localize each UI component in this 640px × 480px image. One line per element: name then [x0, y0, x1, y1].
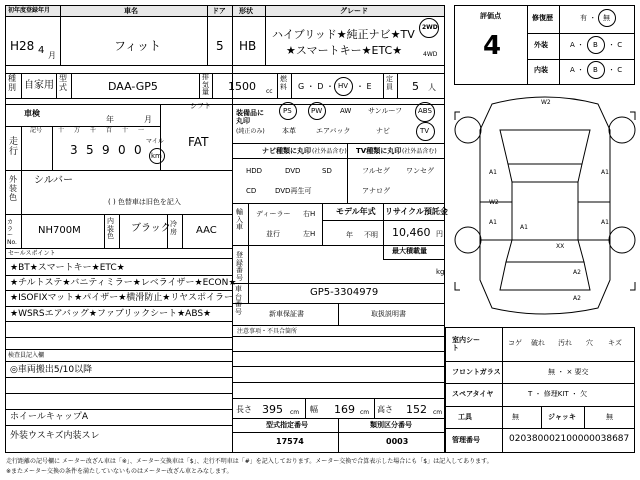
exterior-grade-a: A ・: [570, 41, 585, 49]
divider: [5, 170, 233, 171]
max-load-label: 最大積載量: [392, 247, 427, 255]
fuel-options-2: ・ E: [356, 82, 372, 91]
divider: [383, 259, 445, 260]
length-label: 長さ: [236, 405, 252, 414]
divider: [527, 5, 528, 85]
height-value: 152: [406, 403, 427, 416]
diagram-mark: W2: [489, 199, 499, 206]
new-warranty-label: 新車保証書: [269, 310, 304, 318]
exterior-grade-c: ・ C: [608, 41, 623, 49]
interior-grade-c: ・ C: [608, 66, 623, 74]
divider: [232, 158, 445, 159]
divider: [232, 245, 445, 246]
eq-item: サンルーフ: [368, 107, 403, 115]
seat-item: コゲ: [508, 339, 522, 347]
divider: [502, 327, 503, 453]
divider: [445, 361, 635, 362]
footer-note: 走行距離の記号欄に メーター改ざん車は「※」、メーター交換車は「$」、走行不明車は「#」を記入しております。メーター交換で合算表示した場合にも「$」は記入してあります。: [6, 458, 493, 465]
tv-type: ワンセグ: [406, 167, 434, 175]
drive-alt: 4WD: [423, 51, 438, 58]
diagram-mark: A1: [520, 224, 528, 231]
chassis-label: 車台番号: [235, 285, 242, 317]
tv-sub: (社外品含む): [402, 148, 437, 155]
tv-label: TV種類に丸印: [356, 147, 402, 155]
divider: [232, 336, 445, 337]
reg-month-unit: 月: [48, 51, 56, 60]
fuel-selected: HV: [338, 82, 349, 90]
reg-no-label: 登録番号: [236, 251, 243, 283]
eq-item: PS: [283, 107, 292, 115]
inspector-note: ホイールキャップA: [10, 412, 88, 422]
divider: [383, 203, 384, 245]
divider: [212, 73, 213, 99]
grade-line-2: ★スマートキー★ETC★: [286, 44, 403, 57]
seat-item: 汚れ: [558, 339, 572, 347]
divider: [232, 104, 445, 105]
class-label: 類別区分番号: [370, 421, 412, 429]
width-value: 169: [334, 403, 355, 416]
digit-label: 十: [58, 127, 65, 134]
grade-cell: [265, 16, 445, 66]
divider: [322, 203, 323, 245]
divider: [5, 290, 233, 291]
grade-label: グレード: [340, 7, 368, 15]
divider: [5, 393, 233, 394]
inspection-month: 月: [144, 115, 152, 124]
car-damage-diagram: [450, 90, 640, 320]
divider: [277, 73, 278, 99]
equipment-label: 装備品に丸印: [236, 109, 264, 125]
reg-month: 4: [38, 45, 45, 56]
spare-value: T ・ 修理KIT ・ 欠: [528, 390, 588, 398]
memo-label: 記号: [30, 127, 43, 134]
mileage-unit-mile: マイル: [146, 138, 164, 145]
mileage-digit: 9: [102, 143, 110, 157]
divider: [5, 275, 233, 276]
mileage-digit: 3: [70, 143, 78, 157]
divider: [5, 248, 233, 249]
divider: [445, 428, 635, 429]
length-unit: cm: [290, 409, 300, 416]
divider: [291, 73, 292, 99]
divider: [541, 406, 542, 428]
eq-item: エアバック: [316, 127, 351, 135]
ac-label: 冷房: [170, 220, 177, 236]
navi-label: ナビ種類に丸印: [262, 147, 311, 155]
dealer-label: ディーラー: [256, 210, 291, 218]
score-label: 評価点: [480, 12, 501, 20]
doors-label: ドア: [212, 7, 226, 15]
exterior-grade: B: [593, 41, 598, 49]
inspector-label: 検査員記入欄: [8, 352, 45, 359]
model-year-unknown: 不明: [364, 231, 378, 239]
type-approval-label: 型式指定番号: [266, 421, 308, 429]
reg-year: H28: [10, 39, 35, 53]
mileage-digit: 5: [86, 143, 94, 157]
divider: [527, 59, 635, 60]
digit-label: 千: [90, 127, 97, 134]
divider: [232, 351, 445, 352]
height-label: 高さ: [377, 405, 393, 414]
divider: [232, 398, 445, 399]
divider: [232, 283, 445, 284]
navi-type: HDD: [246, 167, 263, 175]
diagram-mark: A2: [573, 295, 581, 302]
lh-label: 左H: [303, 230, 316, 238]
interior-grade-a: A ・: [570, 66, 585, 74]
front-glass-value: 無 ・ × 要交: [548, 368, 589, 376]
recycle-value: 10,460: [392, 226, 431, 239]
parallel-label: 並行: [266, 230, 280, 238]
exterior-color: シルバー: [34, 175, 74, 186]
spare-label: スペアタイヤ: [452, 390, 494, 398]
tools-value: 無: [512, 413, 519, 421]
eq-item: AW: [340, 107, 352, 115]
doors-value: 5: [216, 39, 224, 53]
cc-unit: cc: [266, 88, 273, 95]
manual-label: 取扱説明書: [371, 310, 406, 318]
equipment-sub: (純正のみ): [236, 128, 265, 135]
color-code: NH700M: [38, 225, 81, 236]
grade-line-1: ハイブリッド★純正ナビ★TV: [272, 28, 415, 41]
sales-points-label: セールスポイント: [8, 250, 56, 257]
divider: [338, 303, 339, 325]
mileage-digit: 0: [134, 143, 142, 157]
interior-label: 内装色: [107, 217, 114, 241]
divider: [5, 409, 233, 410]
sales-point: ★チルトステ★バニティミラー★レベライザー★ECON★: [10, 278, 237, 288]
divider: [104, 214, 105, 248]
recycle-label: リサイクル預託金: [385, 207, 448, 216]
divider: [383, 73, 384, 99]
rh-label: 右H: [303, 210, 316, 218]
import-label: 輸入車: [236, 208, 243, 232]
divider: [232, 203, 445, 204]
seat-item: 穴: [586, 339, 593, 347]
sales-point: ★ISOFIXマット★パイザー★横滑防止★リヤスポイラー: [10, 293, 234, 303]
model-label: 型式: [59, 74, 67, 92]
navi-type: SD: [322, 167, 332, 175]
divider: [445, 383, 635, 384]
eq-item: PW: [311, 107, 323, 115]
seat-label: 室内シート: [452, 336, 480, 353]
exterior-grade-label: 外装: [534, 41, 548, 49]
divider: [5, 321, 233, 322]
divider: [21, 214, 22, 248]
mgmt-no: 020380002100000038687: [509, 434, 630, 444]
exterior-label: 外装色: [9, 175, 17, 202]
divider: [21, 73, 22, 99]
navi-sub: (社外品含む): [312, 148, 347, 155]
divider: [5, 337, 233, 338]
divider: [182, 214, 183, 248]
divider: [199, 73, 200, 99]
divider: [5, 258, 233, 259]
divider: [21, 126, 22, 170]
fuel-label: 燃料: [280, 75, 287, 91]
score-value: 4: [483, 31, 502, 61]
divider: [397, 73, 398, 99]
divider: [383, 245, 384, 259]
mgmt-label: 管理番号: [452, 436, 480, 444]
chassis-no: GP5-3304979: [310, 287, 379, 298]
divider: [584, 406, 585, 428]
seat-item: キズ: [608, 339, 622, 347]
divider: [232, 366, 445, 367]
divider: [248, 245, 249, 283]
diagram-mark: A1: [489, 219, 497, 226]
mileage-digit: 0: [118, 143, 126, 157]
model-year-label: モデル年式: [336, 207, 376, 216]
repair-label: 修復歴: [532, 14, 553, 22]
displacement-value: 1500: [228, 80, 256, 93]
divider: [232, 325, 445, 326]
name-label: 車名: [124, 7, 138, 15]
ac-value: AAC: [196, 225, 217, 236]
divider: [232, 382, 445, 383]
sales-point: ★BT★スマートキー★ETC★: [10, 263, 125, 273]
navi-type: DVD再生可: [275, 187, 312, 195]
divider: [445, 406, 635, 407]
capacity-value: 5: [412, 80, 419, 93]
divider: [56, 73, 57, 99]
displacement-label: 排気量: [202, 73, 209, 97]
divider: [248, 283, 249, 303]
reg-year-label: 初年度登録年月: [8, 7, 51, 14]
tv-type: フルセグ: [362, 167, 390, 175]
diagram-mark: A2: [573, 269, 581, 276]
eq-item: ABS: [418, 107, 432, 115]
divider: [305, 398, 306, 418]
divider: [5, 126, 160, 127]
navi-type: DVD: [285, 167, 301, 175]
divider: [5, 306, 233, 307]
color-code-label: カラーNo.: [7, 219, 17, 246]
model-value: DAA-GP5: [108, 80, 158, 93]
navi-type: CD: [246, 187, 257, 195]
divider: [71, 73, 72, 99]
divider: [21, 170, 22, 214]
mileage-label: 走行: [9, 137, 19, 157]
divider: [5, 377, 233, 378]
repair-selected: 無: [603, 14, 610, 22]
jack-value: 無: [606, 413, 613, 421]
shape-value: HB: [239, 39, 257, 53]
model-year-year: 年: [346, 231, 353, 239]
length-value: 395: [262, 403, 283, 416]
eq-item: 本革: [282, 127, 296, 135]
digit-label: 万: [74, 127, 81, 134]
shape-label: 形状: [239, 7, 253, 15]
drive-value: 2WD: [422, 24, 438, 31]
interior-grade: B: [593, 66, 598, 74]
recycle-unit: 円: [436, 230, 443, 238]
divider: [374, 398, 375, 418]
tv-type: アナログ: [362, 187, 390, 195]
inspection-label: 車検: [24, 109, 40, 118]
mileage-unit-km: km: [151, 152, 162, 160]
diagram-mark: W2: [541, 99, 551, 106]
height-unit: cm: [433, 409, 443, 416]
inspector-note: ◎車両搬出5/10以降: [10, 365, 93, 375]
eq-item: TV: [420, 127, 430, 135]
capacity-unit: 人: [428, 83, 436, 92]
color-change-note: ( ) 色替車は旧色を記入: [108, 198, 181, 206]
divider: [338, 418, 339, 453]
divider: [232, 143, 445, 144]
digit-label: 百: [106, 127, 113, 134]
interior-color: ブラック: [131, 223, 171, 234]
shift-label: シフト: [190, 102, 211, 110]
max-load-unit: kg: [436, 268, 445, 276]
capacity-label: 定員: [386, 75, 393, 91]
diagram-mark: XX: [556, 243, 565, 250]
repair-options: 有 ・: [580, 14, 597, 22]
class-value: 0003: [386, 437, 409, 446]
jack-label: ジャッキ: [548, 413, 576, 421]
sales-point: ★WSRSエアバッグ★ファブリックシート★ABS★: [10, 309, 212, 319]
diagram-mark: A1: [601, 219, 609, 226]
divider: [119, 214, 120, 248]
seat-item: 破れ: [531, 339, 545, 347]
shift-value: FAT: [188, 135, 209, 149]
fuel-options: G ・ D ・: [298, 82, 334, 91]
type-approval-value: 17574: [276, 437, 304, 446]
digit-label: 十: [122, 127, 129, 134]
divider: [527, 33, 635, 34]
eq-item: ナビ: [376, 127, 390, 135]
width-label: 幅: [310, 405, 318, 414]
divider: [347, 143, 348, 203]
diagram-mark: A1: [601, 169, 609, 176]
footer-note: ※またメーター交換の条件を満たしていないものはメーター改ざん車とみなします。: [6, 468, 233, 475]
diagram-mark: A1: [489, 169, 497, 176]
divider: [5, 349, 233, 350]
divider: [167, 214, 168, 248]
inspection-year: 年: [106, 115, 114, 124]
car-name: フィット: [114, 39, 162, 53]
digit-label: 一: [138, 127, 145, 134]
divider: [52, 126, 53, 170]
divider: [5, 361, 233, 362]
front-glass-label: フロントガラス: [452, 368, 501, 376]
divider: [232, 432, 445, 433]
type-col-label: 種別: [8, 74, 16, 92]
tools-label: 工具: [458, 413, 472, 421]
caution-label: 注意事項・不具合箇所: [237, 328, 298, 335]
inspector-note: 外装ウスキズ内装スレ: [10, 431, 100, 441]
usage-value: 自家用: [24, 80, 54, 91]
divider: [248, 203, 249, 245]
interior-grade-label: 内装: [534, 66, 548, 74]
divider: [559, 5, 560, 85]
divider: [5, 425, 233, 426]
width-unit: cm: [360, 409, 370, 416]
